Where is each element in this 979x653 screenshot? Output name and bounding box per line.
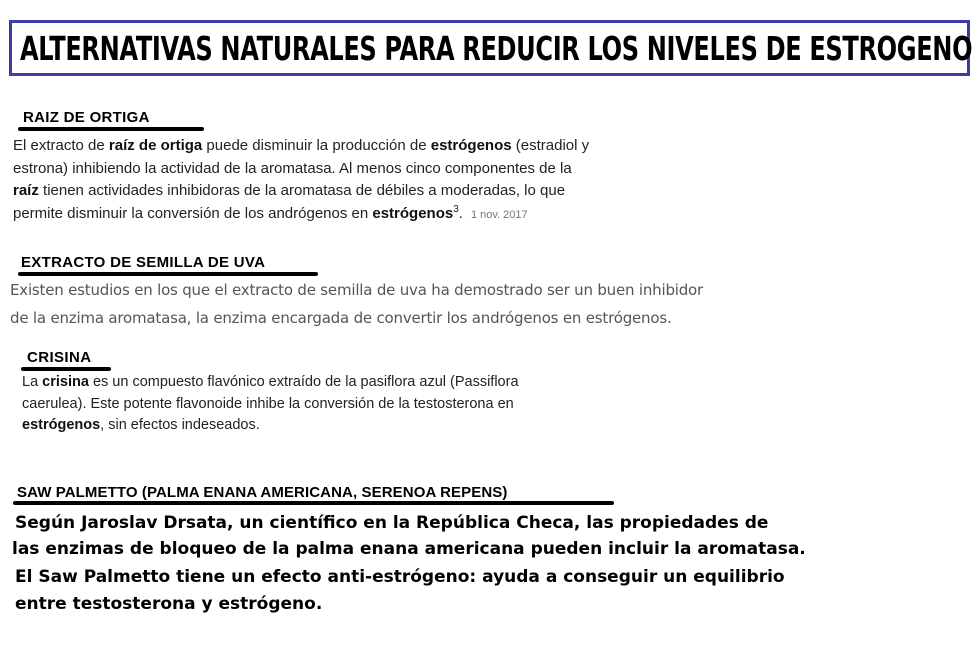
saw-line-3: El Saw Palmetto tiene un efecto anti-estrógeno: ayuda a conseguir un equilibrio xyxy=(15,567,785,587)
heading-underline xyxy=(21,367,111,371)
bold-term: estrógenos xyxy=(430,137,512,154)
heading-extracto-semilla-uva: EXTRACTO DE SEMILLA DE UVA xyxy=(21,254,266,271)
bold-term: estrógenos xyxy=(372,204,454,222)
text: permite disminuir la conversión de los andrógenos en xyxy=(13,204,373,222)
crisina-line-1 xyxy=(22,372,642,394)
uva-line-2: de la enzima aromatasa, la enzima encargada de convertir los andrógenos en estrógenos. xyxy=(10,309,672,327)
bold-term: crisina xyxy=(42,374,89,390)
text: tienen actividades inhibidoras de la aromatasa de débiles a moderadas, lo que xyxy=(38,182,566,199)
footnote-ref: 3 xyxy=(453,203,459,215)
saw-line-1: Según Jaroslav Drsata, un científico en la República Checa, las propiedades de xyxy=(15,513,769,533)
bold-term: estrógenos xyxy=(22,417,101,433)
ortiga-line-4 xyxy=(13,203,653,227)
crisina-line-3 xyxy=(22,415,642,437)
date-label: 1 nov. 2017 xyxy=(470,208,528,221)
text: puede disminuir la producción de xyxy=(202,137,431,154)
heading-underline xyxy=(18,127,204,131)
text: La xyxy=(22,374,43,390)
ortiga-line-1 xyxy=(13,135,653,158)
heading-raiz-de-ortiga: RAIZ DE ORTIGA xyxy=(23,109,150,126)
ortiga-paragraph xyxy=(13,135,653,226)
bold-term: raíz xyxy=(13,182,39,199)
title-banner xyxy=(9,20,973,76)
bold-term: raíz de ortiga xyxy=(108,137,203,154)
ortiga-line-2: estrona) inhibiendo la actividad de la aromatasa. Al menos cinco componentes de la xyxy=(13,159,572,177)
crisina-line-2: caerulea). Este potente flavonoide inhibe la conversión de la testosterona en xyxy=(22,395,514,412)
text: El extracto de xyxy=(13,137,109,154)
heading-underline xyxy=(13,501,614,505)
crisina-paragraph xyxy=(22,372,642,437)
heading-saw-palmetto: SAW PALMETTO (PALMA ENANA AMERICANA, SERENOA REPENS) xyxy=(17,484,508,501)
page-title: ALTERNATIVAS NATURALES PARA REDUCIR LOS NIVELES DE ESTROGENO xyxy=(20,29,973,68)
saw-line-2: las enzimas de bloqueo de la palma enana americana pueden incluir la aromatasa. xyxy=(12,539,806,559)
text: , sin efectos indeseados. xyxy=(100,417,260,433)
heading-crisina: CRISINA xyxy=(27,349,92,366)
saw-line-4: entre testosterona y estrógeno. xyxy=(15,594,323,614)
uva-line-1: Existen estudios en los que el extracto de semilla de uva ha demostrado ser un buen inhibidor xyxy=(10,281,703,299)
text: (estradiol y xyxy=(511,137,590,154)
text: . xyxy=(458,204,463,222)
text: es un compuesto flavónico extraído de la pasiflora azul (Passiflora xyxy=(88,374,519,390)
ortiga-line-3 xyxy=(13,180,653,203)
